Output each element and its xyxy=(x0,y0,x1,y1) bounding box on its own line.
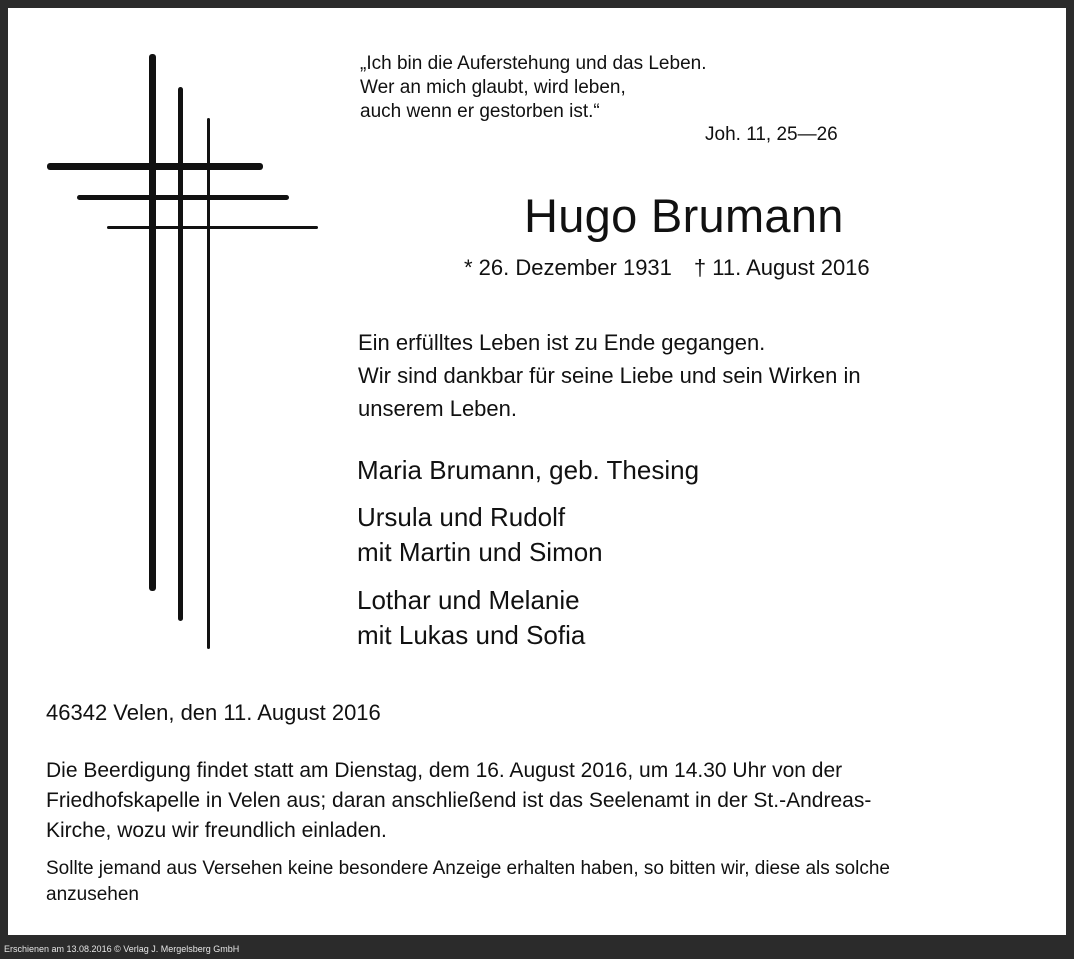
mourner-group xyxy=(357,500,603,570)
quote-line: „Ich bin die Auferstehung und das Leben. xyxy=(360,53,707,74)
message-line: Ein erfülltes Leben ist zu Ende gegangen. xyxy=(358,330,766,355)
memorial-message xyxy=(358,326,861,425)
publication-footer: Erschienen am 13.08.2016 © Verlag J. Mergelsberg GmbH xyxy=(4,944,240,954)
obituary-notice xyxy=(8,8,1066,935)
deceased-name: Hugo Brumann xyxy=(524,189,844,242)
funeral-line: Kirche, wozu wir freundlich einladen. xyxy=(46,819,387,842)
quote-line: auch wenn er gestorben ist.“ xyxy=(360,101,600,122)
birth-date: * 26. Dezember 1931 xyxy=(464,255,672,280)
mourner-line: Maria Brumann, geb. Thesing xyxy=(357,455,700,485)
bible-quote xyxy=(360,52,706,124)
message-line: Wir sind dankbar für seine Liebe und sein Wirken in xyxy=(358,363,861,388)
funeral-line: Friedhofskapelle in Velen aus; daran anschließend ist das Seelenamt in der St.-Andreas- xyxy=(46,789,872,812)
notice-note xyxy=(46,856,890,908)
funeral-info xyxy=(46,756,871,846)
quote-reference: Joh. 11, 25—26 xyxy=(705,124,838,145)
mourner-line: Ursula und Rudolf xyxy=(357,502,566,532)
mourner-line: Lothar und Melanie xyxy=(357,585,580,615)
message-line: unserem Leben. xyxy=(358,396,517,421)
quote-line: Wer an mich glaubt, wird leben, xyxy=(360,77,626,98)
mourner-line: mit Lukas und Sofia xyxy=(357,620,586,650)
note-line: Sollte jemand aus Versehen keine besondere Anzeige erhalten haben, so bitten wir, diese als solche xyxy=(46,858,890,879)
mourner-line: mit Martin und Simon xyxy=(357,537,603,567)
place-date: 46342 Velen, den 11. August 2016 xyxy=(46,700,381,725)
life-dates xyxy=(464,255,870,281)
note-line: anzusehen xyxy=(46,884,139,905)
funeral-line: Die Beerdigung findet statt am Dienstag, dem 16. August 2016, um 14.30 Uhr von der xyxy=(46,759,843,782)
death-date: † 11. August 2016 xyxy=(693,255,870,280)
mourner-group xyxy=(357,583,585,653)
mourner-group xyxy=(357,453,699,488)
